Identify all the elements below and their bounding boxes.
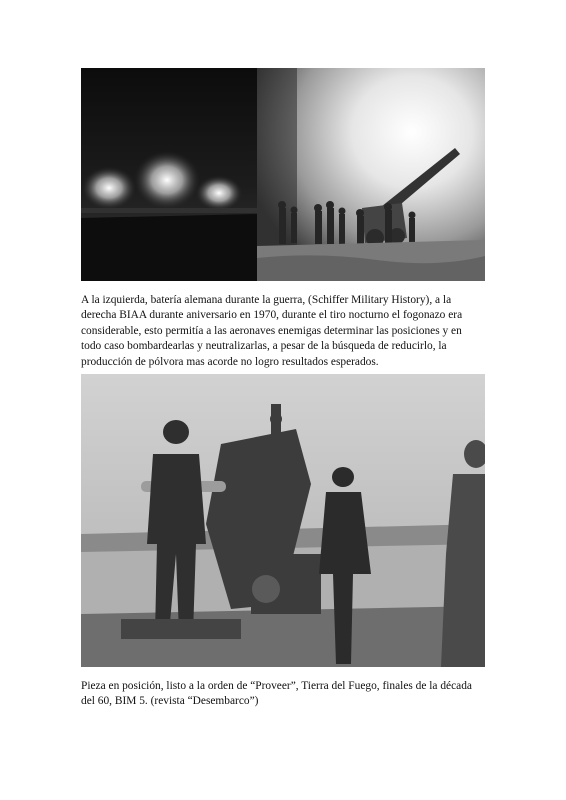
caption-line: todo caso bombardearlas y neutralizarlas, a pesar de la búsqueda de reducirlo, la — [81, 340, 447, 353]
caption-line: considerable, esto permitía a las aeronaves enemigas determinar las posiciones y en — [81, 324, 462, 337]
anniversary-firing-photo — [257, 68, 485, 281]
bottom-photo-caption — [81, 679, 491, 710]
caption-line: A la izquierda, batería alemana durante la guerra, (Schiffer Military History), a la — [81, 294, 452, 306]
caption-line: producción de pólvora mas acorde no logro resultados esperados. — [81, 355, 379, 368]
caption-line: Pieza en posición, listo a la orden de “Proveer”, Tierra del Fuego, finales de la década — [81, 680, 472, 692]
caption-line: del 60, BIM 5. (revista “Desembarco”) — [81, 695, 259, 708]
night-battery-photo — [81, 68, 257, 281]
caption-line: derecha BIAA durante aniversario en 1970, durante el tiro nocturno el fogonazo era — [81, 309, 463, 322]
gun-crew-photo — [81, 374, 485, 667]
top-photo-caption — [81, 293, 491, 370]
